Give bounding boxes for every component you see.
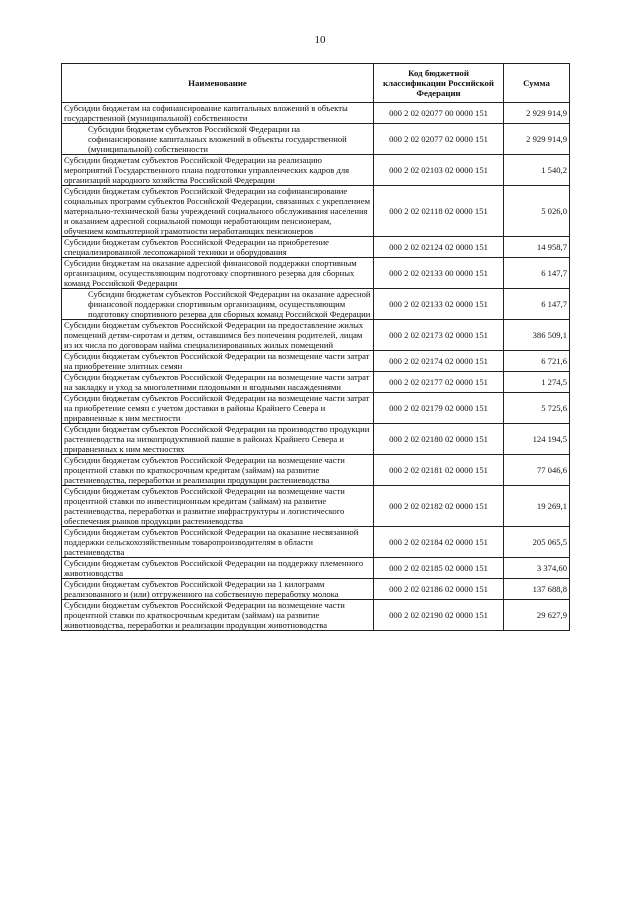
row-sum-cell: 2 929 914,9 bbox=[504, 124, 570, 155]
row-name-cell: Субсидии бюджетам субъектов Российской Федерации на приобретение специализированной лесопожарной техники и оборудования bbox=[62, 237, 374, 258]
row-code-cell: 000 2 02 02077 00 0000 151 bbox=[374, 103, 504, 124]
row-name-cell: Субсидии бюджетам субъектов Российской Федерации на возмещение части процентной ставки по краткосрочным кредитам (займам) на развитие растениеводства, переработки и реализации продукции растениеводства bbox=[62, 455, 374, 486]
row-sum-cell: 1 274,5 bbox=[504, 372, 570, 393]
table-row bbox=[62, 393, 570, 424]
row-code-cell: 000 2 02 02133 00 0000 151 bbox=[374, 258, 504, 289]
row-name-cell: Субсидии бюджетам субъектов Российской Федерации на реализацию мероприятий Государственного плана подготовки управленческих кадров для организаций народного хозяйства Российской Федерации bbox=[62, 155, 374, 186]
budget-table bbox=[61, 63, 570, 631]
row-code-cell: 000 2 02 02181 02 0000 151 bbox=[374, 455, 504, 486]
row-sum-cell: 5 725,6 bbox=[504, 393, 570, 424]
row-sum-cell: 2 929 914,9 bbox=[504, 103, 570, 124]
table-row bbox=[62, 558, 570, 579]
row-code-cell: 000 2 02 02177 02 0000 151 bbox=[374, 372, 504, 393]
table-row bbox=[62, 289, 570, 320]
row-name-cell: Субсидии бюджетам на оказание адресной финансовой поддержки спортивным организациям, осуществляющим подготовку спортивного резерва для сборных команд Российской Федерации bbox=[62, 258, 374, 289]
row-name-cell: Субсидии бюджетам субъектов Российской Федерации на оказание несвязанной поддержки сельскохозяйственным товаропроизводителям в области растениеводства bbox=[62, 527, 374, 558]
row-sum-cell: 137 688,8 bbox=[504, 579, 570, 600]
row-code-cell: 000 2 02 02182 02 0000 151 bbox=[374, 486, 504, 527]
row-name-cell: Субсидии бюджетам на софинансирование капитальных вложений в объекты государственной (муниципальной) собственности bbox=[62, 103, 374, 124]
table-row bbox=[62, 527, 570, 558]
table-row bbox=[62, 237, 570, 258]
header-name: Наименование bbox=[62, 64, 374, 103]
table-header-row bbox=[62, 64, 570, 103]
row-code-cell: 000 2 02 02184 02 0000 151 bbox=[374, 527, 504, 558]
row-code-cell: 000 2 02 02133 02 0000 151 bbox=[374, 289, 504, 320]
table-row bbox=[62, 320, 570, 351]
row-name-cell: Субсидии бюджетам субъектов Российской Федерации на софинансирование социальных программ субъектов Российской Федерации, связанных с укреплением материально-технической базы учреждений социального обслуживания населения и оказанием адресной социальной помощи неработающим пенсионерам, обучением компьютерной грамотности неработающих пенсионеров bbox=[62, 186, 374, 237]
page-number: 10 bbox=[314, 34, 326, 46]
row-code-cell: 000 2 02 02077 02 0000 151 bbox=[374, 124, 504, 155]
row-name-cell: Субсидии бюджетам субъектов Российской Федерации на поддержку племенного животноводства bbox=[62, 558, 374, 579]
table-row bbox=[62, 486, 570, 527]
table-row bbox=[62, 579, 570, 600]
table-row bbox=[62, 372, 570, 393]
row-code-cell: 000 2 02 02179 02 0000 151 bbox=[374, 393, 504, 424]
row-code-cell: 000 2 02 02174 02 0000 151 bbox=[374, 351, 504, 372]
row-code-cell: 000 2 02 02180 02 0000 151 bbox=[374, 424, 504, 455]
row-sum-cell: 205 065,5 bbox=[504, 527, 570, 558]
row-sum-cell: 19 269,1 bbox=[504, 486, 570, 527]
row-name-cell: Субсидии бюджетам субъектов Российской Федерации на возмещение части процентной ставки по краткосрочным кредитам (займам) на развитие животноводства, переработки и реализации продукции животноводства bbox=[62, 600, 374, 631]
row-name-cell: Субсидии бюджетам субъектов Российской Федерации на 1 килограмм реализованного и (или) отгруженного на собственную переработку молока bbox=[62, 579, 374, 600]
row-sum-cell: 77 046,6 bbox=[504, 455, 570, 486]
row-sum-cell: 14 958,7 bbox=[504, 237, 570, 258]
table-row bbox=[62, 455, 570, 486]
row-code-cell: 000 2 02 02103 02 0000 151 bbox=[374, 155, 504, 186]
row-sum-cell: 6 147,7 bbox=[504, 258, 570, 289]
row-name-cell: Субсидии бюджетам субъектов Российской Федерации на возмещение части затрат на приобретение семян с учетом доставки в районы Крайнего Севера и приравненные к ним местности bbox=[62, 393, 374, 424]
row-code-cell: 000 2 02 02186 02 0000 151 bbox=[374, 579, 504, 600]
row-code-cell: 000 2 02 02124 02 0000 151 bbox=[374, 237, 504, 258]
row-sum-cell: 124 194,5 bbox=[504, 424, 570, 455]
row-name-cell: Субсидии бюджетам субъектов Российской Федерации на возмещение части процентной ставки по инвестиционным кредитам (займам) на развитие растениеводства, переработки и развитие инфраструктуры и логистического обеспечения рынков продукции растениеводства bbox=[62, 486, 374, 527]
row-name-cell: Субсидии бюджетам субъектов Российской Федерации на оказание адресной финансовой поддержки спортивным организациям, осуществляющим подготовку спортивного резерва для сборных команд Российской Федерации bbox=[62, 289, 374, 320]
row-sum-cell: 1 540,2 bbox=[504, 155, 570, 186]
row-name-cell: Субсидии бюджетам субъектов Российской Федерации на софинансирование капитальных вложений в объекты государственной (муниципальной) собственности bbox=[62, 124, 374, 155]
row-sum-cell: 386 509,1 bbox=[504, 320, 570, 351]
table-row bbox=[62, 103, 570, 124]
row-sum-cell: 29 627,9 bbox=[504, 600, 570, 631]
row-sum-cell: 3 374,60 bbox=[504, 558, 570, 579]
row-code-cell: 000 2 02 02185 02 0000 151 bbox=[374, 558, 504, 579]
table-row bbox=[62, 155, 570, 186]
table-row bbox=[62, 124, 570, 155]
row-name-cell: Субсидии бюджетам субъектов Российской Федерации на возмещение части затрат на закладку и уход за многолетними плодовыми и ягодными насаждениями bbox=[62, 372, 374, 393]
row-sum-cell: 6 721,6 bbox=[504, 351, 570, 372]
header-code: Код бюджетной классификации Российской Федерации bbox=[374, 64, 504, 103]
row-code-cell: 000 2 02 02118 02 0000 151 bbox=[374, 186, 504, 237]
table-row bbox=[62, 258, 570, 289]
row-code-cell: 000 2 02 02173 02 0000 151 bbox=[374, 320, 504, 351]
table-row bbox=[62, 424, 570, 455]
row-sum-cell: 5 026,0 bbox=[504, 186, 570, 237]
row-code-cell: 000 2 02 02190 02 0000 151 bbox=[374, 600, 504, 631]
row-sum-cell: 6 147,7 bbox=[504, 289, 570, 320]
table-row bbox=[62, 600, 570, 631]
row-name-cell: Субсидии бюджетам субъектов Российской Федерации на производство продукции растениеводства на низкопродуктивной пашне в районах Крайнего Севера и приравненных к ним местностях bbox=[62, 424, 374, 455]
table-body bbox=[62, 103, 570, 631]
header-sum: Сумма bbox=[504, 64, 570, 103]
table-row bbox=[62, 186, 570, 237]
row-name-cell: Субсидии бюджетам субъектов Российской Федерации на возмещение части затрат на приобретение элитных семян bbox=[62, 351, 374, 372]
row-name-cell: Субсидии бюджетам субъектов Российской Федерации на предоставление жилых помещений детям-сиротам и детям, оставшимся без попечения родителей, лицам из их числа по договорам найма специализированных жилых помещений bbox=[62, 320, 374, 351]
table-row bbox=[62, 351, 570, 372]
